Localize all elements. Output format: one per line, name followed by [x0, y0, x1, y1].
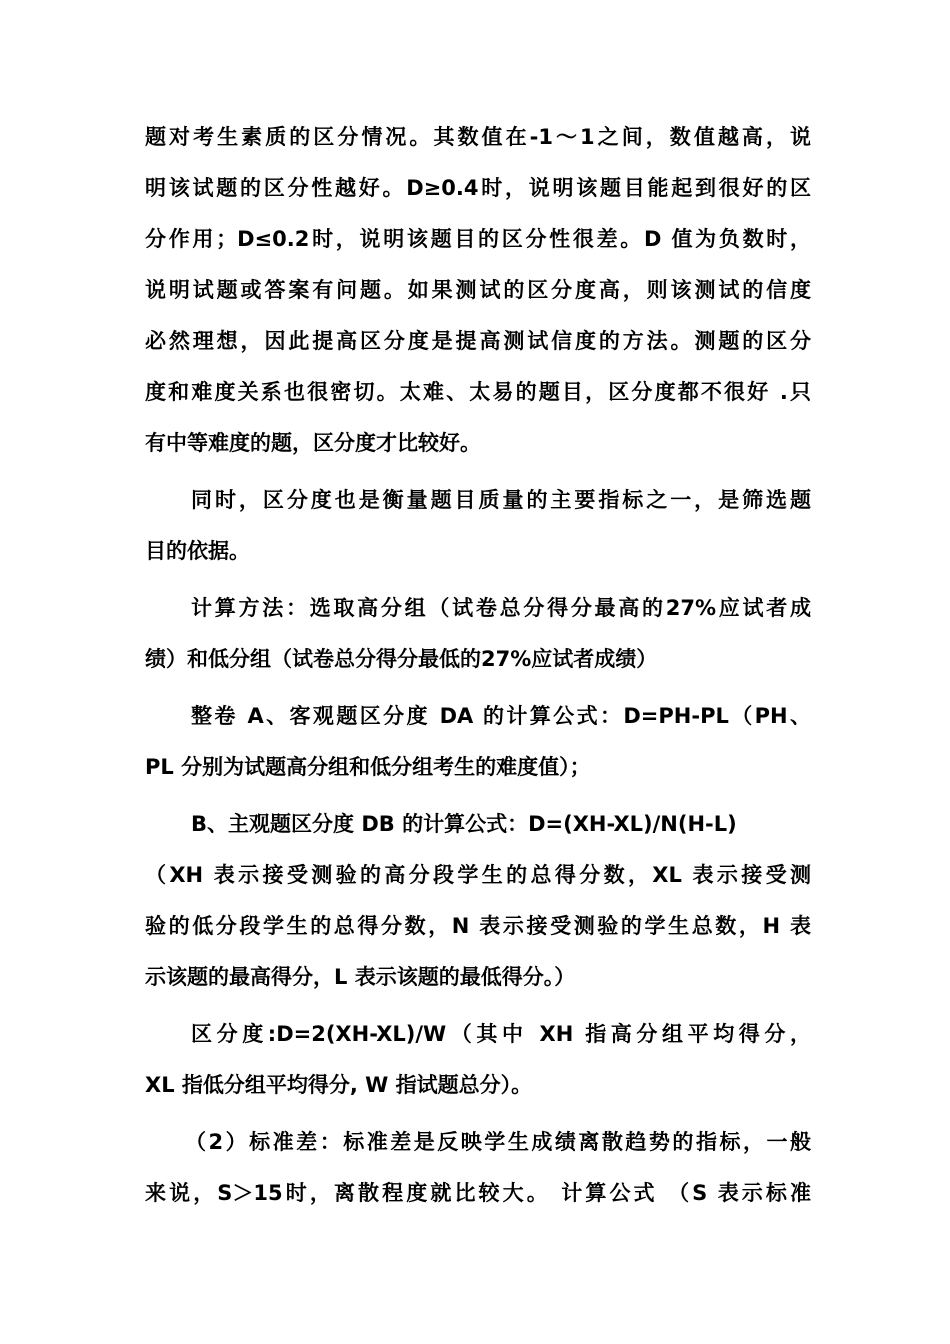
paragraph-subjective-formula: [145, 799, 811, 1003]
text-line: 来说，S＞15时，离散程度就比较大。 计算公式 （S 表示标准: [145, 1181, 811, 1205]
text-line: 分作用；D≤0.2时，说明该题目的区分性很差。D 值为负数时，: [145, 227, 811, 251]
text-line: 说明试题或答案有问题。如果测试的区分度高，则该测试的信度: [145, 278, 811, 302]
text-line: 必然理想，因此提高区分度是提高测试信度的方法。测题的区分: [145, 329, 811, 353]
paragraph-objective-formula: [145, 691, 811, 793]
document-body: [145, 112, 811, 1219]
text-line: XL 指低分组平均得分, W 指试题总分）。: [145, 1073, 533, 1097]
text-line: 度和难度关系也很密切。太难、太易的题目，区分度都不很好 .只: [145, 380, 811, 404]
paragraph-discrimination-explanation: [145, 112, 811, 469]
text-line: 验的低分段学生的总得分数，N 表示接受测验的学生总数，H 表: [145, 914, 811, 938]
text-line: 绩）和低分组（试卷总分得分最低的27%应试者成绩）: [145, 647, 658, 671]
text-line: 区分度:D=2(XH-XL)/W（其中 XH 指高分组平均得分，: [191, 1022, 811, 1046]
paragraph-discrimination-formula: [145, 1009, 811, 1111]
text-line: 示该题的最高得分，L 表示该题的最低得分。）: [145, 965, 576, 989]
text-line: （XH 表示接受测验的高分段学生的总得分数，XL 表示接受测: [145, 863, 811, 887]
paragraph-standard-deviation: [145, 1117, 811, 1219]
text-line: 同时，区分度也是衡量题目质量的主要指标之一，是筛选题: [191, 488, 811, 512]
text-line: 计算方法：选取高分组（试卷总分得分最高的27%应试者成: [191, 596, 811, 620]
paragraph-quality-indicator: [145, 475, 811, 577]
text-line: PL 分别为试题高分组和低分组考生的难度值）；: [145, 755, 591, 779]
text-line: 整卷 A、客观题区分度 DA 的计算公式：D=PH-PL（PH、: [191, 704, 811, 728]
text-line: 目的依据。: [145, 539, 250, 563]
paragraph-calculation-method: [145, 583, 811, 685]
text-line: B、主观题区分度 DB 的计算公式：D=(XH-XL)/N(H-L): [191, 812, 737, 836]
text-line: （2）标准差：标准差是反映学生成绩离散趋势的指标，一般: [185, 1130, 811, 1154]
text-line: 有中等难度的题，区分度才比较好。: [145, 431, 481, 455]
text-line: 题对考生素质的区分情况。其数值在-1～1之间，数值越高，说: [145, 125, 811, 149]
text-line: 明该试题的区分性越好。D≥0.4时，说明该题目能起到很好的区: [145, 176, 811, 200]
